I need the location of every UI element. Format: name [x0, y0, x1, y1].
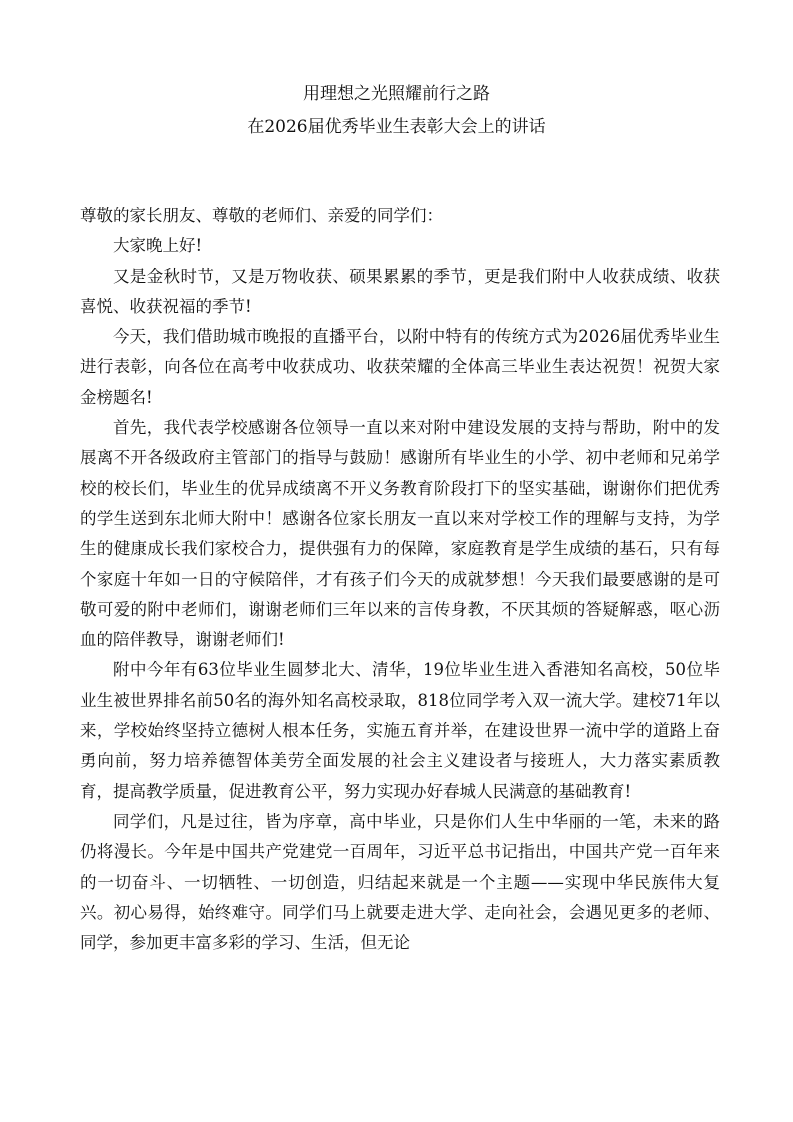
paragraph-greeting: 大家晚上好!: [113, 236, 203, 256]
salutation: 尊敬的家长朋友、尊敬的老师们、亲爱的同学们：: [80, 206, 443, 225]
document-subtitle: 在2026届优秀毕业生表彰大会上的讲话: [247, 117, 546, 137]
paragraph-congratulations: 今天，我们借助城市晚报的直播平台，以附中特有的传统方式为2026届优秀毕业生进行表彰，向各位在高考中收获成功、收获荣耀的全体高三毕业生表达祝贺！祝贺大家金榜题名!: [80, 327, 720, 407]
paragraph-future: 同学们，凡是过往，皆为序章，高中毕业，只是你们人生中华丽的一笔，未来的路仍将漫长。今年是中国共产党建党一百周年，习近平总书记指出，中国共产党一百年来的一切奋斗、一切牺牲、一切创造，归结起来就是一个主题——实现中华民族伟大复兴。初心易得，始终难守。同学们马上就要走进大学、走向社会，会遇见更多的老师、同学，参加更丰富多彩的学习、生活，但无论: [80, 811, 720, 953]
document-body: [80, 201, 720, 958]
paragraph-season: 又是金秋时节，又是万物收获、硕果累累的季节，更是我们附中人收获成绩、收获喜悦、收获祝福的季节!: [80, 266, 720, 316]
paragraph-thanks: 首先，我代表学校感谢各位领导一直以来对附中建设发展的支持与帮助，附中的发展离不开各级政府主管部门的指导与鼓励！感谢所有毕业生的小学、初中老师和兄弟学校的校长们，毕业生的优异成绩离不开义务教育阶段打下的坚实基础，谢谢你们把优秀的学生送到东北师大附中！感谢各位家长朋友一直以来对学校工作的理解与支持，为学生的健康成长我们家校合力，提供强有力的保障，家庭教育是学生成绩的基石，只有每个家庭十年如一日的守候陪伴，才有孩子们今天的成就梦想！今天我们最要感谢的是可敬可爱的附中老师们，谢谢老师们三年以来的言传身教，不厌其烦的答疑解惑，呕心沥血的陪伴教导，谢谢老师们!: [80, 418, 720, 650]
document-title: 用理想之光照耀前行之路: [303, 84, 490, 104]
paragraph-achievements: 附中今年有63位毕业生圆梦北大、清华，19位毕业生进入香港知名高校，50位毕业生被世界排名前50名的海外知名高校录取，818位同学考入双一流大学。建校71年以来，学校始终坚持立德树人根本任务，实施五育并举，在建设世界一流中学的道路上奋勇向前，努力培养德智体美劳全面发展的社会主义建设者与接班人，大力落实素质教育，提高教学质量，促进教育公平，努力实现办好春城人民满意的基础教育!: [80, 660, 720, 801]
